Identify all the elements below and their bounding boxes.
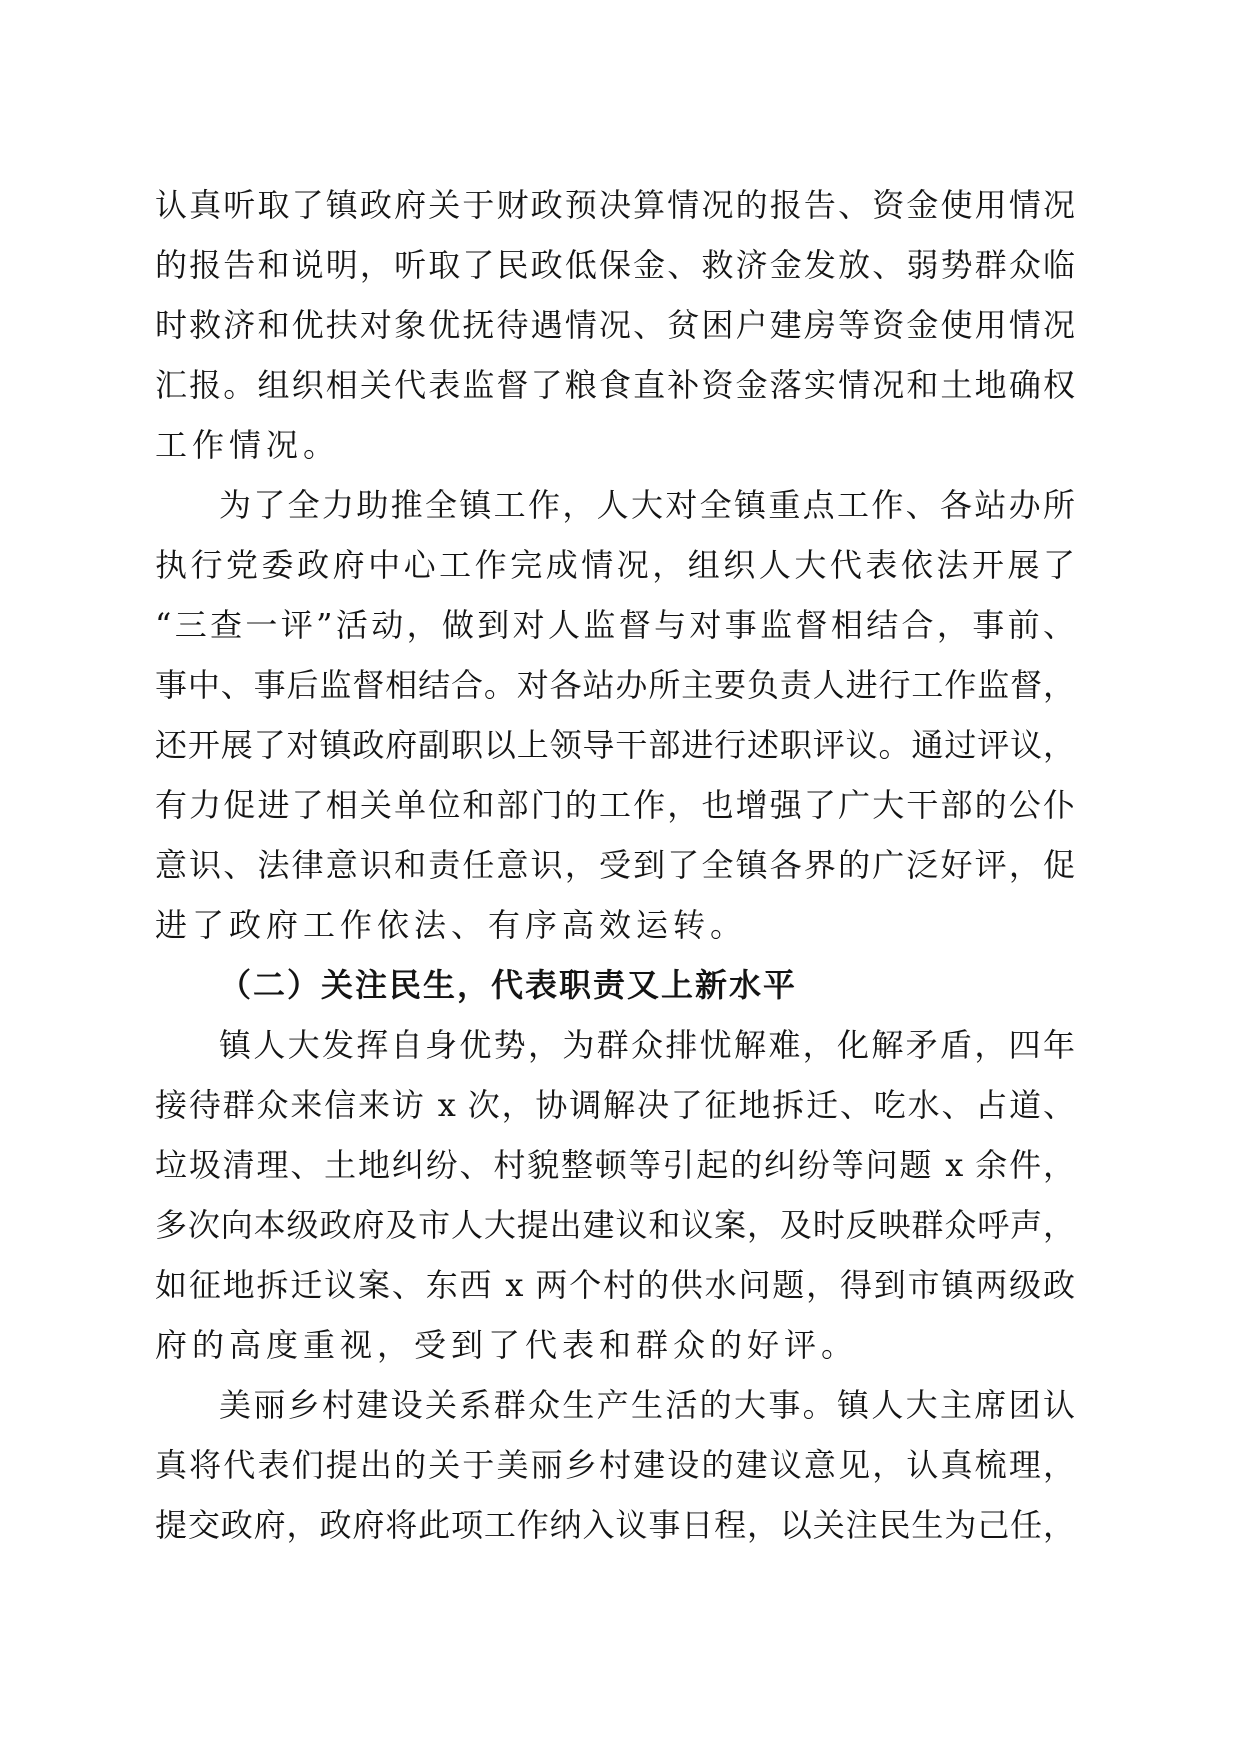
paragraph-line: 的报告和说明，听取了民政低保金、救济金发放、弱势群众临 (155, 246, 1075, 284)
paragraph-line: “三查一评”活动，做到对人监督与对事监督相结合，事前、 (155, 606, 1075, 644)
paragraph-line: 接待群众来信来访 x 次，协调解决了征地拆迁、吃水、占道、 (155, 1086, 1075, 1124)
paragraph-line: 垃圾清理、土地纠纷、村貌整顿等引起的纠纷等问题 x 余件， (155, 1146, 1075, 1184)
paragraph-line: 为了全力助推全镇工作，人大对全镇重点工作、各站办所 (219, 486, 1075, 524)
paragraph-line: 真将代表们提出的关于美丽乡村建设的建议意见，认真梳理， (155, 1446, 1075, 1484)
paragraph-line: 汇报。组织相关代表监督了粮食直补资金落实情况和土地确权 (155, 366, 1075, 404)
paragraph-line: 执行党委政府中心工作完成情况，组织人大代表依法开展了 (155, 546, 1075, 584)
paragraph-line: 美丽乡村建设关系群众生产生活的大事。镇人大主席团认 (219, 1386, 1075, 1424)
paragraph-line: 事中、事后监督相结合。对各站办所主要负责人进行工作监督， (155, 666, 1075, 704)
paragraph-line: 镇人大发挥自身优势，为群众排忧解难，化解矛盾，四年 (219, 1026, 1075, 1064)
paragraph-line: 进了政府工作依法、有序高效运转。 (155, 906, 748, 944)
paragraph-line: 认真听取了镇政府关于财政预决算情况的报告、资金使用情况 (155, 186, 1075, 224)
paragraph-line: 时救济和优扶对象优抚待遇情况、贫困户建房等资金使用情况 (155, 306, 1075, 344)
paragraph-line: 提交政府，政府将此项工作纳入议事日程，以关注民生为己任， (155, 1506, 1075, 1544)
paragraph-line: 还开展了对镇政府副职以上领导干部进行述职评议。通过评议， (155, 726, 1075, 764)
section-heading: （二）关注民生，代表职责又上新水平 (219, 966, 798, 1004)
paragraph-line: 意识、法律意识和责任意识，受到了全镇各界的广泛好评，促 (155, 846, 1075, 884)
paragraph-line: 府的高度重视，受到了代表和群众的好评。 (155, 1326, 859, 1364)
paragraph-line: 如征地拆迁议案、东西 x 两个村的供水问题，得到市镇两级政 (155, 1266, 1075, 1304)
paragraph-line: 多次向本级政府及市人大提出建议和议案，及时反映群众呼声， (155, 1206, 1075, 1244)
paragraph-line: 有力促进了相关单位和部门的工作，也增强了广大干部的公仆 (155, 786, 1075, 824)
paragraph-line: 工作情况。 (155, 426, 341, 464)
